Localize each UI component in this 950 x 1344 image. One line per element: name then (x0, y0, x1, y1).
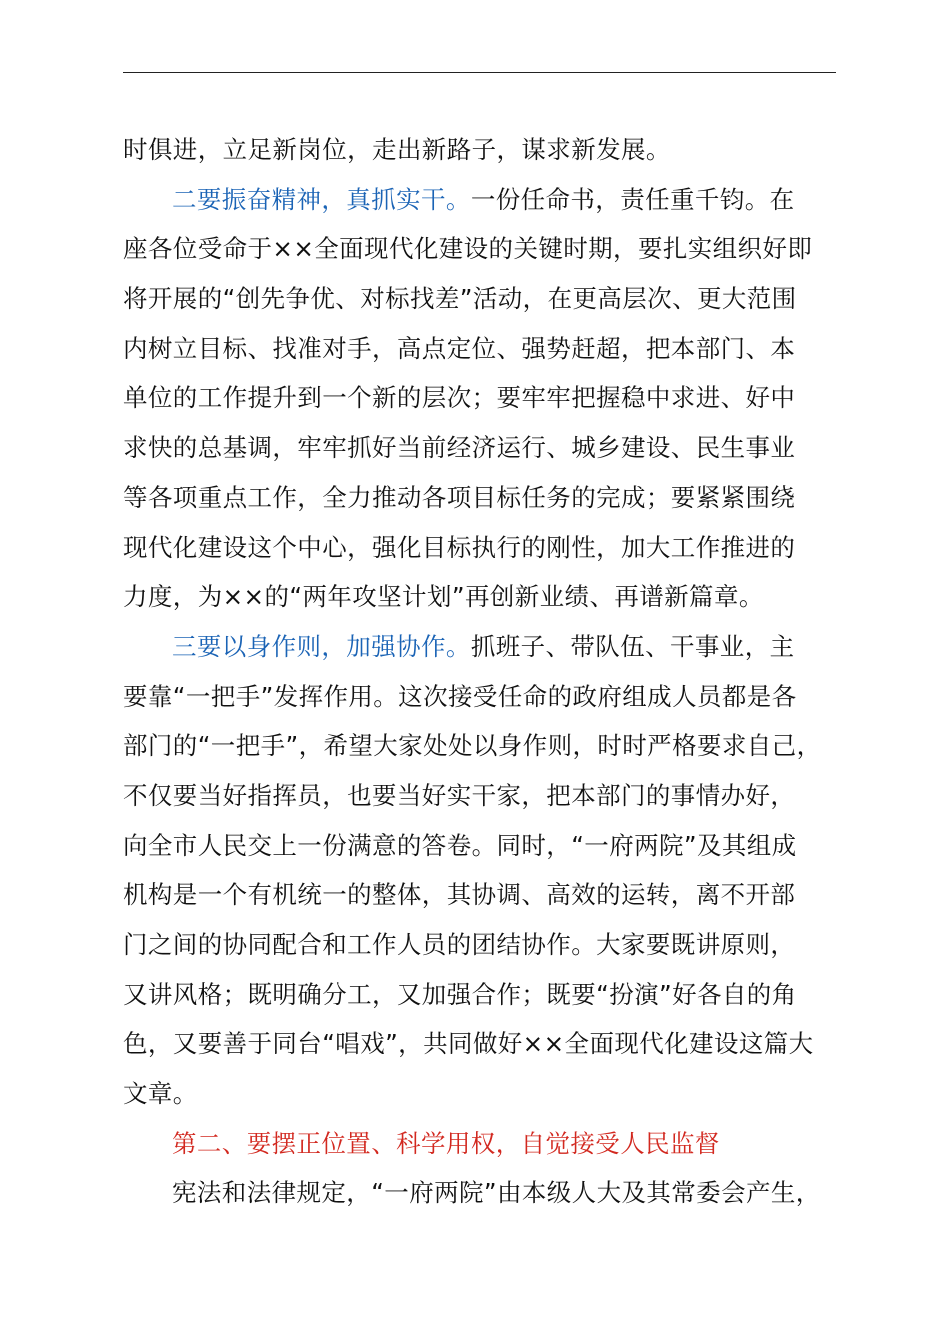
text-span: 抓班子、带队伍、干事业，主 (470, 631, 795, 661)
text-line: 求快的总基调，牢牢抓好当前经济运行、城乡建设、民生事业 (123, 433, 796, 463)
text-line (123, 175, 863, 225)
text-line: 机构是一个有机统一的整体，其协调、高效的运转，离不开部 (123, 880, 796, 910)
text-line: 宪法和法律规定，“一府两院”由本级人大及其常委会产生， (172, 1178, 821, 1208)
text-line: 色，又要善于同台“唱戏”，共同做好××全面现代化建设这篇大 (123, 1029, 814, 1059)
text-line: 向全市人民交上一份满意的答卷。同时，“一府两院”及其组成 (123, 830, 797, 860)
text-line: 门之间的协同配合和工作人员的团结协作。大家要既讲原则， (123, 930, 796, 959)
text-line: 内树立目标、找准对手，高点定位、强势赶超，把本部门、本 (123, 333, 796, 363)
point-two-heading: 二要振奋精神，真抓实干。 (172, 184, 471, 214)
header-rule (123, 72, 836, 73)
paragraph-point-three (123, 622, 863, 1119)
text-line: 又讲风格；既明确分工，又加强合作；既要“扮演”好各自的角 (123, 979, 797, 1009)
text-line: 时俱进，立足新岗位，走出新路子，谋求新发展。 (123, 135, 671, 164)
paragraph-point-two (123, 175, 863, 622)
text-line: 不仅要当好指挥员，也要当好实干家，把本部门的事情办好， (123, 780, 796, 810)
text-line: 现代化建设这个中心，强化目标执行的刚性，加大工作推进的 (123, 532, 796, 562)
text-line: 部门的“一把手”，希望大家处处以身作则，时时严格要求自己， (123, 731, 822, 761)
document-body (123, 125, 863, 1218)
text-line: 单位的工作提升到一个新的层次；要牢牢把握稳中求进、好中 (123, 383, 796, 413)
section-heading-block (123, 1119, 863, 1169)
text-line (123, 622, 863, 672)
text-span: 一份任命书，责任重千钧。在 (470, 184, 795, 214)
text-line: 等各项重点工作，全力推动各项目标任务的完成；要紧紧围绕 (123, 482, 796, 512)
paragraph-section-two (123, 1168, 863, 1218)
text-line: 将开展的“创先争优、对标找差”活动，在更高层次、更大范围 (123, 284, 797, 314)
section-heading: 第二、要摆正位置、科学用权，自觉接受人民监督 (172, 1128, 720, 1158)
text-line: 文章。 (123, 1079, 198, 1109)
text-line: 力度，为××的“两年攻坚计划”再创新业绩、再谱新篇章。 (123, 582, 764, 612)
paragraph-continuation (123, 125, 863, 175)
point-three-heading: 三要以身作则，加强协作。 (172, 631, 471, 661)
text-line: 要靠“一把手”发挥作用。这次接受任命的政府组成人员都是各 (123, 681, 797, 711)
text-line: 座各位受命于××全面现代化建设的关键时期，要扎实组织好即 (123, 234, 813, 264)
